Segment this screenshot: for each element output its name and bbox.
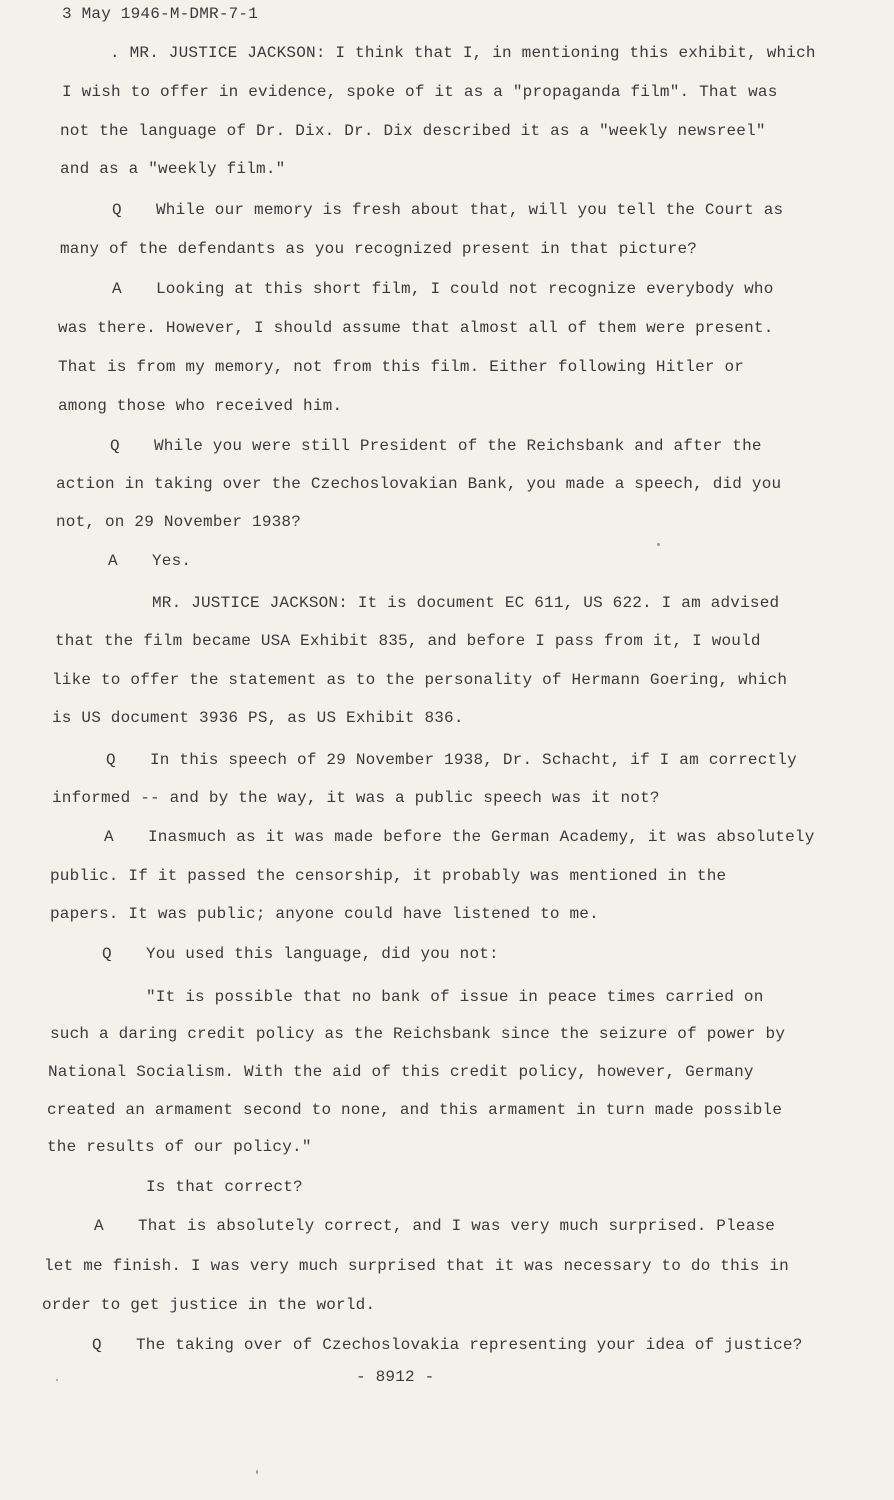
quote-line: the results of our policy.": [47, 1138, 312, 1156]
speaker-tag: A: [108, 552, 118, 570]
qa-line: [102, 944, 499, 964]
page-header: 3 May 1946-M-DMR-7-1: [62, 5, 259, 23]
text-line: not, on 29 November 1938?: [56, 513, 302, 531]
quote-line: such a daring credit policy as the Reichsbank since the seizure of power by: [50, 1025, 786, 1043]
text-line: informed -- and by the way, it was a public speech was it not?: [52, 789, 660, 807]
speaker-tag: A: [94, 1217, 104, 1235]
text-line: Looking at this short film, I could not recognize everybody who: [156, 280, 774, 298]
text-line: While our memory is fresh about that, will you tell the Court as: [156, 201, 784, 219]
text-line: That is from my memory, not from this film. Either following Hitler or: [58, 358, 745, 376]
text-line: let me finish. I was very much surprised that it was necessary to do this in: [44, 1257, 789, 1275]
text-line: I wish to offer in evidence, spoke of it as a "propaganda film". That was: [62, 83, 778, 101]
qa-line: [112, 279, 774, 299]
text-line: is US document 3936 PS, as US Exhibit 836.: [52, 709, 464, 727]
qa-line: [110, 436, 762, 456]
paper-speck: [657, 543, 660, 546]
qa-line: [104, 827, 815, 847]
text-line: Inasmuch as it was made before the German Academy, it was absolutely: [148, 828, 815, 846]
text-line: like to offer the statement as to the personality of Hermann Goering, which: [52, 671, 788, 689]
text-line: Yes.: [152, 552, 192, 570]
speaker-tag: A: [112, 280, 122, 298]
quote-line: "It is possible that no bank of issue in peace times carried on: [146, 988, 764, 1006]
text-line: . MR. JUSTICE JACKSON: I think that I, in mentioning this exhibit, which: [110, 44, 816, 62]
qa-line: [108, 551, 191, 571]
speaker-tag: Q: [110, 437, 120, 455]
speaker-tag: Q: [106, 751, 116, 769]
page-number: - 8912 -: [356, 1368, 435, 1386]
qa-line: [92, 1335, 803, 1355]
qa-line: [94, 1216, 775, 1236]
speaker-tag: Q: [92, 1336, 102, 1354]
text-line: and as a "weekly film.": [60, 160, 286, 178]
speaker-tag: Q: [112, 201, 122, 219]
qa-line: [112, 200, 783, 220]
text-line: was there. However, I should assume that almost all of them were present.: [58, 319, 774, 337]
text-line: While you were still President of the Reichsbank and after the: [154, 437, 762, 455]
quote-line: created an armament second to none, and this armament in turn made possible: [47, 1101, 783, 1119]
speaker-tag: Q: [102, 945, 112, 963]
text-line: action in taking over the Czechoslovakian Bank, you made a speech, did you: [56, 475, 782, 493]
text-line: public. If it passed the censorship, it probably was mentioned in the: [50, 867, 727, 885]
text-line: That is absolutely correct, and I was very much surprised. Please: [138, 1217, 776, 1235]
text-line: order to get justice in the world.: [42, 1296, 376, 1314]
text-line: papers. It was public; anyone could have listened to me.: [50, 905, 599, 923]
text-line: In this speech of 29 November 1938, Dr. Schacht, if I am correctly: [150, 751, 797, 769]
paper-speck: [256, 1470, 258, 1474]
speaker-tag: A: [104, 828, 114, 846]
text-line: The taking over of Czechoslovakia representing your idea of justice?: [136, 1336, 803, 1354]
text-line: MR. JUSTICE JACKSON: It is document EC 611, US 622. I am advised: [152, 594, 780, 612]
paper-speck: [56, 1379, 58, 1381]
text-line: among those who received him.: [58, 397, 343, 415]
text-line: that the film became USA Exhibit 835, and before I pass from it, I would: [55, 632, 761, 650]
quote-line: National Socialism. With the aid of this credit policy, however, Germany: [48, 1063, 754, 1081]
text-line: many of the defendants as you recognized present in that picture?: [60, 240, 698, 258]
qa-line: [106, 750, 797, 770]
text-line: You used this language, did you not:: [146, 945, 499, 963]
text-line: not the language of Dr. Dix. Dr. Dix described it as a "weekly newsreel": [60, 122, 766, 140]
followup-question: Is that correct?: [146, 1178, 303, 1196]
